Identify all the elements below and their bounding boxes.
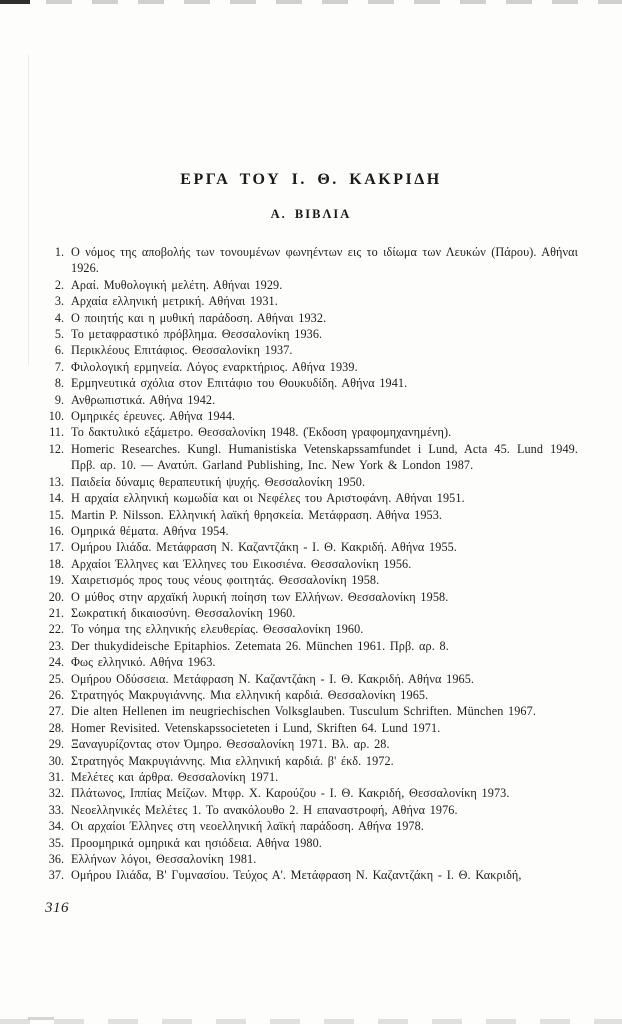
item-text: Ελλήνων λόγοι, Θεσσαλονίκη 1981. xyxy=(71,852,257,867)
list-item xyxy=(44,654,578,670)
item-number: 37. xyxy=(48,868,64,883)
item-number: 16. xyxy=(48,523,64,538)
list-item xyxy=(44,277,578,293)
item-number: 28. xyxy=(48,720,64,735)
list-item xyxy=(44,703,578,719)
item-text: Ο νόμος της αποβολής των τονουμένων φωνηέντων εις το ιδίωμα των Λευκών (Πάρου). Αθήναι 1926. xyxy=(71,245,578,276)
item-number: 20. xyxy=(48,589,64,604)
item-text: Ο μύθος στην αρχαϊκή λυρική ποίηση των Ελλήνων. Θεσσαλονίκη 1958. xyxy=(71,589,449,604)
item-text: Homeric Researches. Kungl. Humanistiska Vetenskapssamfundet i Lund, Acta 45. Lund 1949. Πρβ. αρ. 10. — Ανατύπ. Garland Publishing, Inc. New York & London 1987. xyxy=(71,441,578,473)
list-item xyxy=(44,375,578,391)
item-number: 6. xyxy=(54,343,64,358)
item-text: Το νόημα της ελληνικής ελευθερίας. Θεσσαλονίκη 1960. xyxy=(71,622,364,637)
list-item xyxy=(44,851,578,867)
item-number: 21. xyxy=(48,605,64,620)
item-text: Αρχαίοι Έλληνες και Έλληνες του Εικοσιένα. Θεσσαλονίκη 1956. xyxy=(71,556,412,571)
item-number: 26. xyxy=(48,687,64,702)
list-item xyxy=(44,490,578,506)
item-number: 32. xyxy=(48,786,64,801)
item-number: 2. xyxy=(54,277,64,292)
item-number: 8. xyxy=(54,376,64,391)
item-number: 36. xyxy=(48,852,64,867)
list-item xyxy=(44,326,578,342)
list-item xyxy=(44,441,578,474)
list-item xyxy=(44,785,578,801)
list-item xyxy=(44,507,578,523)
item-text: Το δακτυλικό εξάμετρο. Θεσσαλονίκη 1948. (Έκδοση γραφομηχανημένη). xyxy=(71,425,452,440)
item-number: 12. xyxy=(48,441,64,456)
item-text: Σωκρατική δικαιοσύνη. Θεσσαλονίκη 1960. xyxy=(71,605,296,620)
item-number: 5. xyxy=(54,327,64,342)
item-text: Φιλολογική ερμηνεία. Λόγος εναρκτήριος. Αθήνα 1939. xyxy=(71,359,358,374)
item-text: Ξαναγυρίζοντας στον Όμηρο. Θεσσαλονίκη 1971. Βλ. αρ. 28. xyxy=(71,737,390,752)
item-number: 7. xyxy=(54,359,64,374)
item-text: Προομηρικά ομηρικά και ησιόδεια. Αθήνα 1980. xyxy=(71,835,322,850)
item-text: Η αρχαία ελληνική κωμωδία και οι Νεφέλες του Αριστοφάνη. Αθήναι 1951. xyxy=(71,491,465,506)
list-item xyxy=(44,835,578,851)
item-text: Μελέτες και άρθρα. Θεσσαλονίκη 1971. xyxy=(71,770,279,784)
item-number: 27. xyxy=(48,704,64,719)
item-text: Περικλέους Επιτάφιος. Θεσσαλονίκη 1937. xyxy=(71,343,293,358)
item-text: Χαιρετισμός προς τους νέους φοιτητάς. Θεσσαλονίκη 1958. xyxy=(71,573,380,588)
list-item xyxy=(44,753,578,769)
item-text: Αρχαία ελληνική μετρική. Αθήναι 1931. xyxy=(71,294,278,309)
item-text: Ερμηνευτικά σχόλια στον Επιτάφιο του Θουκυδίδη. Αθήνα 1941. xyxy=(71,376,408,391)
item-number: 17. xyxy=(48,540,64,555)
item-number: 22. xyxy=(48,622,64,637)
item-number: 15. xyxy=(48,507,64,522)
list-item xyxy=(44,605,578,621)
item-text: Die alten Hellenen im neugriechischen Volksglauben. Tusculum Schriften. München 1967. xyxy=(71,704,536,719)
item-text: Ομηρικά θέματα. Αθήνα 1954. xyxy=(71,523,229,538)
item-text: Πλάτωνος, Ιππίας Μείζων. Μτφρ. Χ. Καρούζου - Ι. Θ. Κακριδή, Θεσσαλονίκη 1973. xyxy=(71,786,510,801)
list-item xyxy=(44,392,578,408)
item-number: 25. xyxy=(48,671,64,686)
scan-corner-top-left xyxy=(0,0,30,4)
item-number: 3. xyxy=(54,294,64,309)
item-text: Αραί. Μυθολογική μελέτη. Αθήναι 1929. xyxy=(71,277,283,292)
item-number: 29. xyxy=(48,737,64,752)
item-number: 19. xyxy=(48,573,64,588)
item-text: Ομήρου Οδύσσεια. Μετάφραση Ν. Καζαντζάκη - Ι. Θ. Κακριδή. Αθήνα 1965. xyxy=(71,671,475,686)
item-text: Οι αρχαίοι Έλληνες στη νεοελληνική λαϊκή παράδοση. Αθήνα 1978. xyxy=(71,819,424,834)
item-number: 14. xyxy=(48,491,64,506)
list-item xyxy=(44,342,578,358)
item-text: Ομήρου Ιλιάδα. Μετάφραση Ν. Καζαντζάκη - Ι. Θ. Κακριδή. Αθήνα 1955. xyxy=(71,540,457,555)
list-item xyxy=(44,359,578,375)
item-text: Ο ποιητής και η μυθική παράδοση. Αθήναι 1932. xyxy=(71,310,327,325)
item-number: 10. xyxy=(48,409,64,424)
item-number: 33. xyxy=(48,802,64,817)
page-number: 316 xyxy=(45,900,69,916)
list-item xyxy=(44,818,578,834)
list-item xyxy=(44,867,578,883)
item-number: 31. xyxy=(48,770,64,784)
item-number: 35. xyxy=(48,835,64,850)
list-item xyxy=(44,687,578,703)
list-item xyxy=(44,769,578,785)
item-number: 13. xyxy=(48,474,64,489)
list-item xyxy=(44,539,578,555)
item-text: Στρατηγός Μακρυγιάννης. Μια ελληνική καρδιά. β' έκδ. 1972. xyxy=(71,753,394,768)
list-item xyxy=(44,523,578,539)
item-text: Το μεταφραστικό πρόβλημα. Θεσσαλονίκη 1936. xyxy=(71,327,323,342)
list-item xyxy=(44,474,578,490)
list-item xyxy=(44,556,578,572)
item-number: 30. xyxy=(48,753,64,768)
item-number: 24. xyxy=(48,655,64,670)
item-text: Παιδεία δύναμις θεραπευτική ψυχής. Θεσσαλονίκη 1950. xyxy=(71,474,366,489)
list-item xyxy=(44,720,578,736)
item-text: Φως ελληνικό. Αθήνα 1963. xyxy=(71,655,216,670)
item-text: Homer Revisited. Vetenskapssocieteten i Lund, Skriften 64. Lund 1971. xyxy=(71,720,441,735)
scan-edge-bottom xyxy=(0,1019,622,1024)
section-heading: Α. ΒΙΒΛΙΑ xyxy=(270,207,352,221)
item-text: Ομηρικές έρευνες. Αθήνα 1944. xyxy=(71,409,236,424)
item-number: 1. xyxy=(54,245,64,259)
list-item xyxy=(44,424,578,440)
list-item xyxy=(44,621,578,637)
item-text: Ανθρωπιστικά. Αθήνα 1942. xyxy=(71,392,216,407)
item-number: 11. xyxy=(49,425,64,440)
item-number: 18. xyxy=(48,556,64,571)
item-text: Στρατηγός Μακρυγιάννης. Μια ελληνική καρδιά. Θεσσαλονίκη 1965. xyxy=(71,687,429,702)
list-item xyxy=(44,244,578,277)
list-item xyxy=(44,638,578,654)
item-number: 4. xyxy=(54,310,64,325)
list-item xyxy=(44,736,578,752)
list-item xyxy=(44,589,578,605)
bibliography-list xyxy=(44,244,578,884)
item-number: 23. xyxy=(48,638,64,653)
list-item xyxy=(44,802,578,818)
item-text: Νεοελληνικές Μελέτες 1. Το ανακόλουθο 2. Η επαναστροφή, Αθήνα 1976. xyxy=(71,802,458,817)
scan-edge-top xyxy=(0,0,622,4)
list-item xyxy=(44,408,578,424)
list-item xyxy=(44,572,578,588)
item-text: Martin P. Nilsson. Ελληνική λαϊκή θρησκεία. Μετάφραση. Αθήνα 1953. xyxy=(71,507,443,522)
list-item xyxy=(44,310,578,326)
item-number: 9. xyxy=(54,392,64,407)
item-number: 34. xyxy=(48,819,64,834)
page-title: ΕΡΓΑ ΤΟΥ Ι. Θ. ΚΑΚΡΙΔΗ xyxy=(180,171,442,188)
list-item xyxy=(44,293,578,309)
list-item xyxy=(44,671,578,687)
item-text: Ομήρου Ιλιάδα, Β' Γυμνασίου. Τεύχος Α'. Μετάφραση Ν. Καζαντζάκη - Ι. Θ. Κακριδή, xyxy=(71,868,522,883)
item-text: Der thukydideische Epitaphios. Zetemata 26. München 1961. Πρβ. αρ. 8. xyxy=(71,638,449,653)
